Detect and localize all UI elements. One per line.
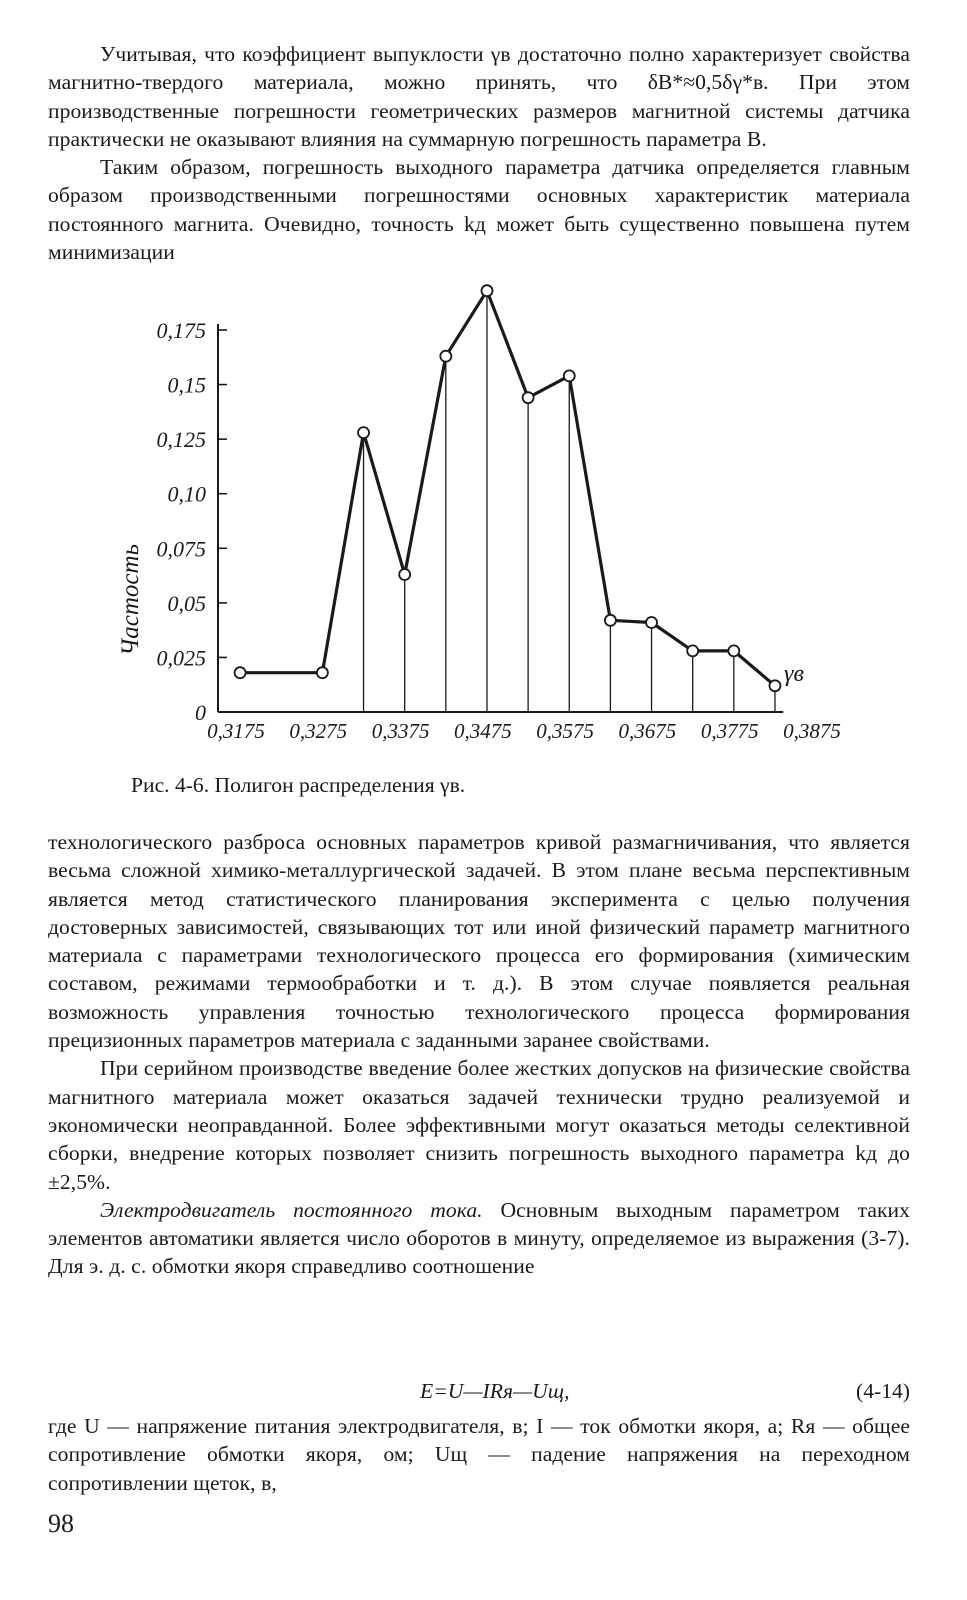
paragraph: где U — напряжение питания электродвигателя, в; I — ток обмотки якоря, а; Rя — общее сопротивление обмотки якоря, ом; Uщ — падение напряжения на переходном сопротивлении щеток, в, [48, 1414, 910, 1495]
chart-axes [218, 324, 783, 712]
data-point [399, 569, 410, 580]
distribution-polygon-chart [0, 270, 967, 770]
x-tick-label: 0,3175 [207, 719, 265, 743]
section-run-in-heading: Электродвигатель постоянного тока. [100, 1197, 483, 1222]
data-point [646, 617, 657, 628]
paragraph-text: Основным выходным параметром таких элементов автоматики является число оборотов в минуту, определяемое из выражения (3-7). Для э. д. с. обмотки якоря справедливо соотношение [48, 1197, 911, 1279]
paragraph: технологического разброса основных параметров кривой размагничивания, что является весьма сложной химико-металлургической задачей. В этом плане весьма перспективным является метод статистического планирования эксперимента с целью получения достоверных зависимостей, связывающих тот или иной физический параметр магнитного материала с параметрами технологического процесса его формирования (химическим составом, режимами термообработки и т. д.). В этом случае появляется реальная возможность управления точностью технологического процесса формирования прецизионных параметров материала с заданными заранее свойствами. [48, 830, 910, 1053]
y-axis-label: Частость [117, 544, 144, 656]
y-tick-label: 0,15 [167, 372, 206, 398]
equation-number: (4-14) [856, 1379, 910, 1403]
data-point [687, 645, 698, 656]
data-point [481, 285, 492, 296]
figure-caption: Рис. 4-6. Полигон распределения γв. [131, 773, 466, 797]
data-point [728, 645, 739, 656]
paragraph: При серийном производстве введение более жестких допусков на физические свойства магнитного материала может оказаться задачей технически трудно реализуемой и экономически неоправданной. Более эффективными могут оказаться методы селективной сборки, внедрение которых позволяет снизить погрешность выходного параметра kд до ±2,5%. [48, 1056, 910, 1194]
series-polyline [240, 291, 775, 686]
x-tick-label: 0,3275 [289, 719, 348, 743]
paragraph: Учитывая, что коэффициент выпуклости γв достаточно полно характеризует свойства магнитно-твердого материала, можно принять, что δB*≈0,5δγ*в. При этом производственные погрешности геометрических размеров магнитной системы датчика практически не оказывают влияния на суммарную погрешность параметра B. [48, 42, 910, 151]
data-point [605, 615, 616, 626]
y-tick-label: 0,10 [167, 481, 206, 507]
x-tick-label: 0,3575 [536, 719, 595, 743]
data-point [523, 392, 534, 403]
equation: E=U—IRя—Uщ, [420, 1379, 570, 1403]
paragraph [48, 1196, 910, 1281]
data-point [317, 667, 328, 678]
x-axis-label: γв [784, 661, 804, 687]
chart-x-ticks [207, 719, 841, 743]
page-number: 98 [48, 1509, 74, 1538]
text-block-middle [48, 828, 910, 1281]
data-point [235, 667, 246, 678]
x-tick-label: 0,3375 [371, 719, 430, 743]
y-tick-label: 0 [195, 700, 206, 725]
y-tick-label: 0,05 [167, 590, 206, 616]
chart-vertical-lines [364, 291, 775, 712]
paragraph: Таким образом, погрешность выходного параметра датчика определяется главным образом производственными погрешностями основных характеристик материала постоянного магнита. Очевидно, точность kд может быть существенно повышена путем минимизации [48, 155, 910, 265]
chart-y-ticks [157, 318, 228, 725]
y-tick-label: 0,025 [156, 645, 206, 671]
chart-series-line [240, 291, 775, 686]
data-point [769, 680, 780, 691]
y-tick-label: 0,125 [156, 427, 206, 453]
y-tick-label: 0,075 [156, 536, 206, 562]
y-tick-label: 0,175 [156, 318, 206, 343]
text-block-bottom [48, 1412, 910, 1497]
data-point [564, 370, 575, 381]
x-tick-label: 0,3875 [783, 719, 841, 743]
data-point [440, 351, 451, 362]
data-point [358, 427, 369, 438]
text-block-top [48, 40, 910, 266]
x-tick-label: 0,3775 [700, 719, 759, 743]
x-tick-label: 0,3475 [453, 719, 512, 743]
x-tick-label: 0,3675 [618, 719, 677, 743]
